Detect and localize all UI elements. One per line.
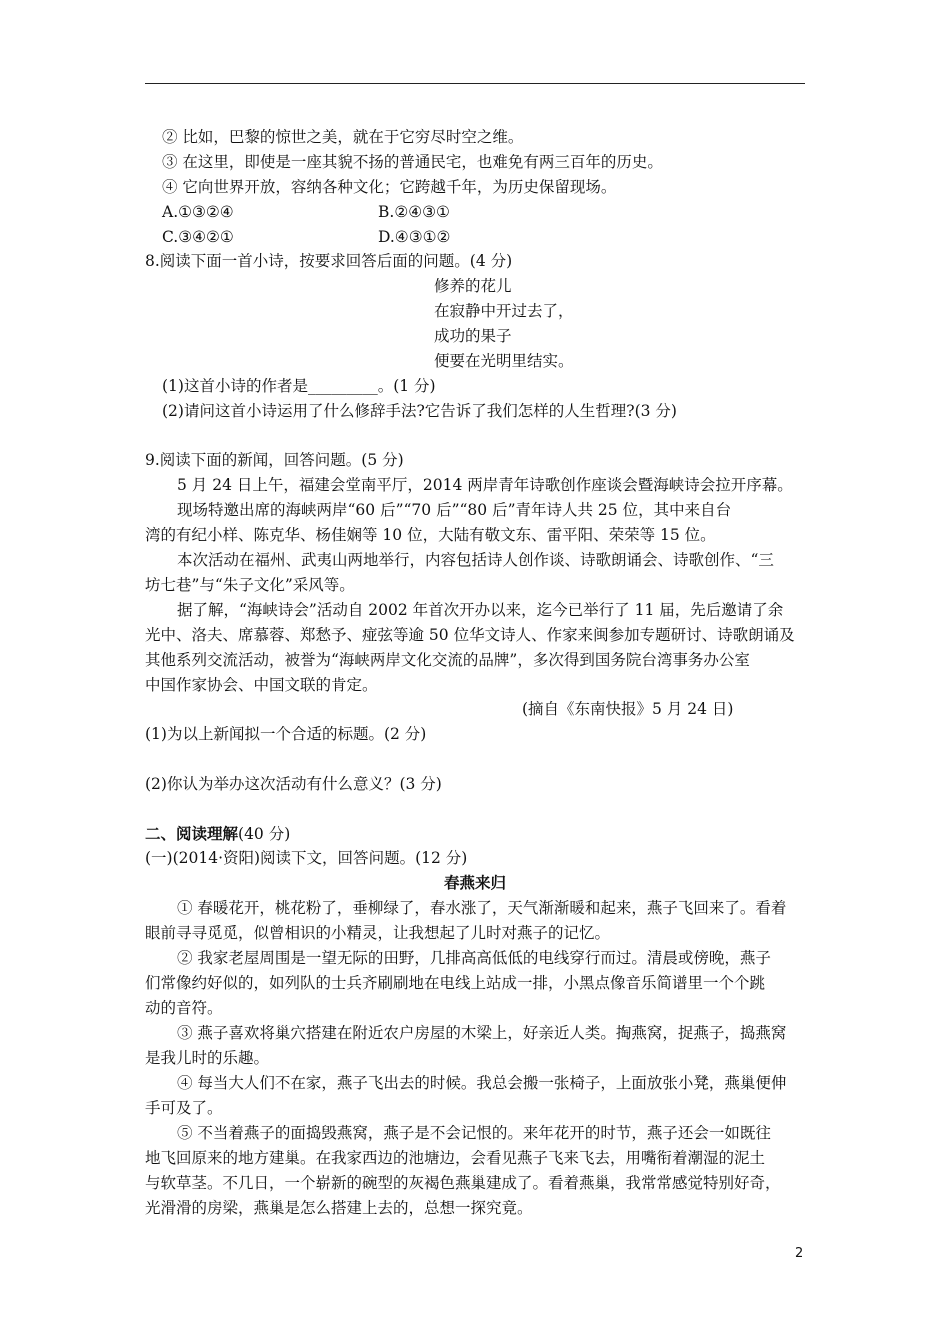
poem-line: 便要在光明里结实。 [434,352,574,370]
article-paragraph: 们常像约好似的，如列队的士兵齐刷刷地在电线上站成一排，小黑点像音乐简谱里一个个跳 [145,974,766,992]
section-heading-label: 二、阅读理解 [145,824,239,843]
news-paragraph: 坊七巷”与“朱子文化”采风等。 [145,576,355,594]
article-paragraph: 光滑滑的房梁，燕巢是怎么搭建上去的，总想一探究竟。 [145,1199,533,1217]
news-source: (摘自《东南快报》5 月 24 日) [522,700,734,718]
poem-line: 在寂静中开过去了， [434,302,574,320]
article-paragraph: ② 我家老屋周围是一望无际的田野，几排高高低低的电线穿行而过。清晨或傍晚，燕子 [177,949,771,967]
article-paragraph: 眼前寻寻觅觅，似曾相识的小精灵，让我想起了儿时对燕子的记忆。 [145,924,611,942]
article-paragraph: ④ 每当大人们不在家，燕子飞出去的时候。我总会搬一张椅子，上面放张小凳，燕巢便伸 [177,1074,787,1092]
article-title: 春燕来归 [443,873,506,892]
q7-option-a: A.①③②④ [162,203,234,221]
news-paragraph: 现场特邀出席的海峡两岸“60 后”“70 后”“80 后”青年诗人共 25 位，其中来自台 [177,501,732,519]
article-paragraph: 与软草茎。不几日，一个崭新的碗型的灰褐色燕巢建成了。看着燕巢，我常常感觉特别好奇， [145,1174,781,1192]
news-paragraph: 本次活动在福州、武夷山两地举行，内容包括诗人创作谈、诗歌朗诵会、诗歌创作、“三 [177,551,774,569]
poem-line: 成功的果子 [434,327,512,345]
q8-sub1: (1)这首小诗的作者是_________。(1 分) [162,377,436,395]
q7-option-c: C.③④②① [162,228,234,246]
page-number: 2 [795,1246,804,1261]
q8-title: 8.阅读下面一首小诗，按要求回答后面的问题。(4 分) [145,252,513,270]
news-paragraph: 据了解，“海峡诗会”活动自 2002 年首次开办以来，迄今已举行了 11 届，先后邀请了余 [177,601,784,619]
header-rule [145,83,805,84]
section-heading [145,824,290,844]
news-paragraph: 5 月 24 日上午，福建会堂南平厅，2014 两岸青年诗歌创作座谈会暨海峡诗会拉开序幕。 [177,476,793,494]
q7-item-2: ② 比如，巴黎的惊世之美，就在于它穷尽时空之维。 [162,128,524,146]
poem-line: 修养的花儿 [434,277,512,295]
article-paragraph: 手可及了。 [145,1099,223,1117]
q9-sub1: (1)为以上新闻拟一个合适的标题。(2 分) [145,725,427,743]
article-paragraph: ③ 燕子喜欢将巢穴搭建在附近农户房屋的木梁上，好亲近人类。掏燕窝，捉燕子，捣燕窝 [177,1024,787,1042]
article-paragraph: ⑤ 不当着燕子的面捣毁燕窝，燕子是不会记恨的。来年花开的时节，燕子还会一如既往 [177,1124,771,1142]
news-paragraph: 湾的有纪小样、陈克华、杨佳娴等 10 位，大陆有敬文东、雷平阳、荣荣等 15 位。 [145,526,716,544]
q7-item-3: ③ 在这里，即使是一座其貌不扬的普通民宅，也难免有两三百年的历史。 [162,153,663,171]
q8-sub2: (2)请问这首小诗运用了什么修辞手法?它告诉了我们怎样的人生哲理?(3 分) [162,402,677,420]
section-heading-score: (40 分) [238,825,291,843]
q9-sub2: (2)你认为举办这次活动有什么意义？(3 分) [145,775,442,793]
part-one-title: (一)(2014·资阳)阅读下文，回答问题。(12 分) [145,849,468,867]
news-paragraph: 中国作家协会、中国文联的肯定。 [145,676,378,694]
article-paragraph: ① 春暖花开，桃花粉了，垂柳绿了，春水涨了，天气渐渐暖和起来，燕子飞回来了。看着 [177,899,787,917]
q7-option-b: B.②④③① [378,203,450,221]
article-paragraph: 动的音符。 [145,999,223,1017]
q9-title: 9.阅读下面的新闻，回答问题。(5 分) [145,451,404,469]
news-paragraph: 其他系列交流活动，被誉为“海峡两岸文化交流的品牌”，多次得到国务院台湾事务办公室 [145,651,750,669]
q7-item-4: ④ 它向世界开放，容纳各种文化；它跨越千年，为历史保留现场。 [162,178,617,196]
article-paragraph: 地飞回原来的地方建巢。在我家西边的池塘边，会看见燕子飞来飞去，用嘴衔着潮湿的泥土 [145,1149,766,1167]
news-paragraph: 光中、洛夫、席慕蓉、郑愁予、痖弦等逾 50 位华文诗人、作家来闽参加专题研讨、诗歌朗诵及 [145,626,795,644]
q7-option-d: D.④③①② [378,228,451,246]
article-paragraph: 是我儿时的乐趣。 [145,1049,270,1067]
